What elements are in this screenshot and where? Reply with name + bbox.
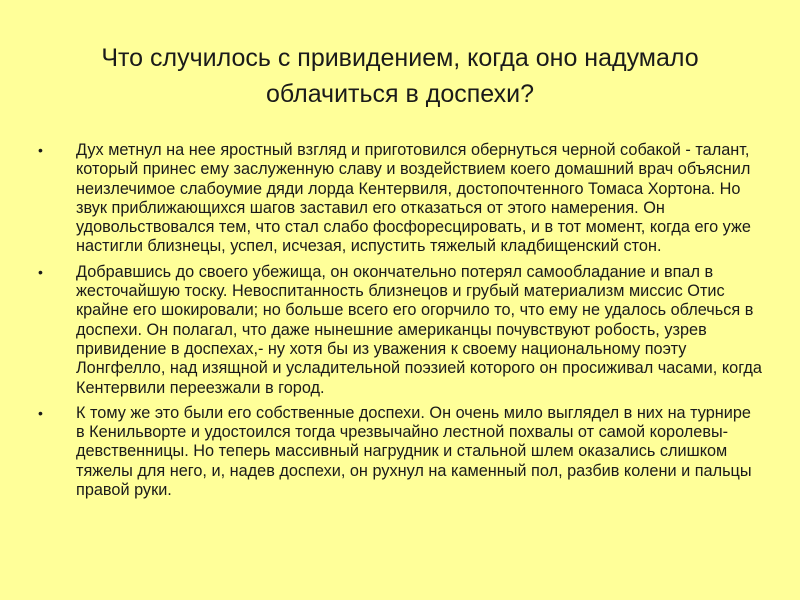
bullet-text: Дух метнул на нее яростный взгляд и приготовился обернуться черной собакой - талант, который принес ему заслуженную славу и воздействием коего домашний врач объяснил неизлечимое слабоумие дяди лорда Кентервиля, достопочтенного Томаса Хортона. Но звук приближающихся шагов заставил его отказаться от этого намерения. Он удовольствовался тем, что стал слабо фосфоресцировать, и в тот момент, когда его уже настигли близнецы, успел, исчезая, испустить тяжелый кладбищенский стон. (76, 141, 751, 256)
bullet-item (38, 141, 764, 257)
bullet-text: Добравшись до своего убежища, он окончательно потерял самообладание и впал в жесточайшую тоску. Невоспитанность близнецов и грубый материализм миссис Отис крайне его шокировали; но больше всего его огорчило то, что ему не удалось облечься в доспехи. Он полагал, что даже нынешние американцы почувствуют робость, узрев привидение в доспехах,- ну хотя бы из уважения к своему национальному поэту Лонгфелло, над изящной и усладительной поэзией которого он просиживал часами, когда Кентервили переезжали в город. (76, 262, 762, 397)
bullet-marker: • (38, 263, 43, 280)
bullet-marker: • (38, 142, 43, 158)
bullet-list (38, 141, 764, 506)
slide-title: Что случилось с привидением, когда оно надумало облачиться в доспехи? (101, 44, 699, 108)
bullet-marker: • (38, 404, 43, 421)
bullet-item (38, 263, 764, 398)
bullet-item (38, 404, 764, 500)
bullet-text: К тому же это были его собственные доспехи. Он очень мило выглядел в них на турнире в Кенильворте и удостоился тогда чрезвычайно лестной похвалы от самой королевы-девственницы. Но теперь массивный нагрудник и стальной шлем оказались слишком тяжелы для него, и, надев доспехи, он рухнул на каменный пол, разбив колени и пальцы правой руки. (76, 403, 752, 500)
